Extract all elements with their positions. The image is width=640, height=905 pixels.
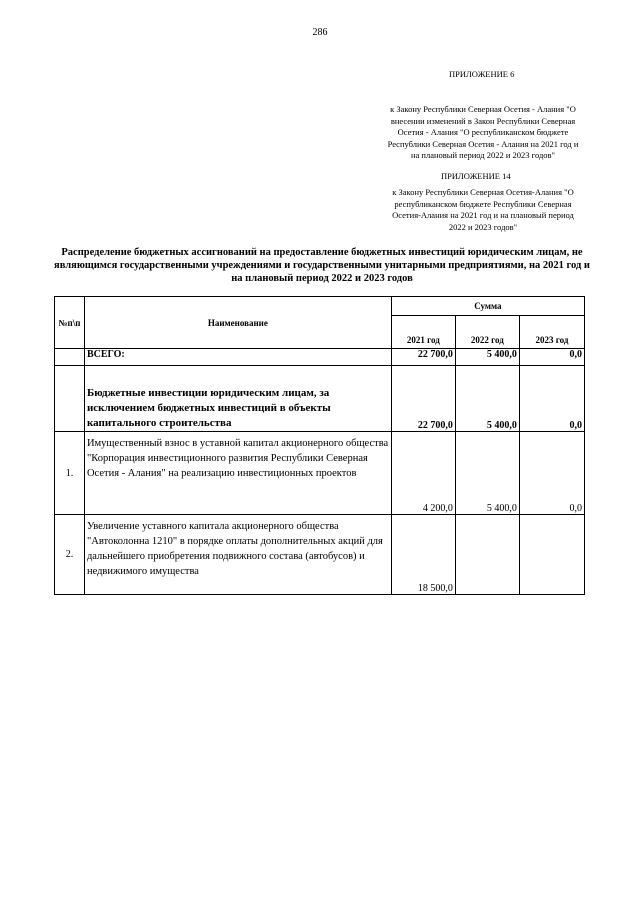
header-year-2023: 2023 год	[519, 316, 584, 349]
header-sum: Сумма	[391, 297, 584, 316]
appendix-14-title: ПРИЛОЖЕНИЕ 14	[441, 171, 511, 181]
group-2023: 0,0	[519, 366, 584, 432]
row-number: 1.	[55, 432, 85, 515]
group-number-cell	[55, 366, 85, 432]
row-2022: 5 400,0	[455, 432, 519, 515]
group-2021: 22 700,0	[391, 366, 455, 432]
group-2022: 5 400,0	[455, 366, 519, 432]
appendix-6-title: ПРИЛОЖЕНИЕ 6	[449, 69, 515, 79]
total-number-cell	[55, 349, 85, 366]
total-2022: 5 400,0	[455, 349, 519, 366]
total-label: ВСЕГО:	[84, 349, 391, 366]
row-2023	[519, 515, 584, 595]
page-number: 286	[312, 27, 328, 38]
row-number: 2.	[55, 515, 85, 595]
header-year-2021: 2021 год	[391, 316, 455, 349]
total-2023: 0,0	[519, 349, 584, 366]
group-name: Бюджетные инвестиции юридическим лицам, за исключением бюджетных инвестиций в объекты капитального строительства	[84, 366, 391, 432]
row-name: Увеличение уставного капитала акционерного общества "Автоколонна 1210" в порядке оплаты дополнительных акций для дальнейшего приобретения подвижного состава (автобусов) и недвижимого имущества	[84, 515, 391, 595]
row-name: Имущественный взнос в уставной капитал акционерного общества "Корпорация инвестиционного развития Республики Северная Осетия - Алания" на реализацию инвестиционных проектов	[84, 432, 391, 515]
group-row	[55, 366, 585, 432]
row-2021: 4 200,0	[391, 432, 455, 515]
row-2022	[455, 515, 519, 595]
header-name: Наименование	[84, 297, 391, 349]
header-number: №п\п	[55, 297, 85, 349]
row-2021: 18 500,0	[391, 515, 455, 595]
appendix-6-text: к Закону Республики Северная Осетия - Алания "О внесении изменений в Закон Республики Северная Осетия - Алания "О республиканском бюджете Республики Северная Осетия - Алания на 2021 год и на плановый период 2022 и 2023 годов"	[387, 104, 579, 160]
table-row	[55, 515, 585, 595]
table-row	[55, 432, 585, 515]
document-title: Распределение бюджетных ассигнований на предоставление бюджетных инвестиций юридическим лицам, не являющимся государственными учреждениями и государственными унитарными предприятиями, на 2021 год и на плановый период 2022 и 2023 годов	[54, 247, 590, 284]
header-year-2022: 2022 год	[455, 316, 519, 349]
budget-table	[54, 296, 585, 595]
row-2023: 0,0	[519, 432, 584, 515]
appendix-14-text: к Закону Республики Северная Осетия-Алания "О республиканском бюджете Республики Северная Осетия-Алания на 2021 год и на плановый период 2022 и 2023 годов"	[392, 187, 574, 232]
total-row	[55, 349, 585, 366]
total-2021: 22 700,0	[391, 349, 455, 366]
